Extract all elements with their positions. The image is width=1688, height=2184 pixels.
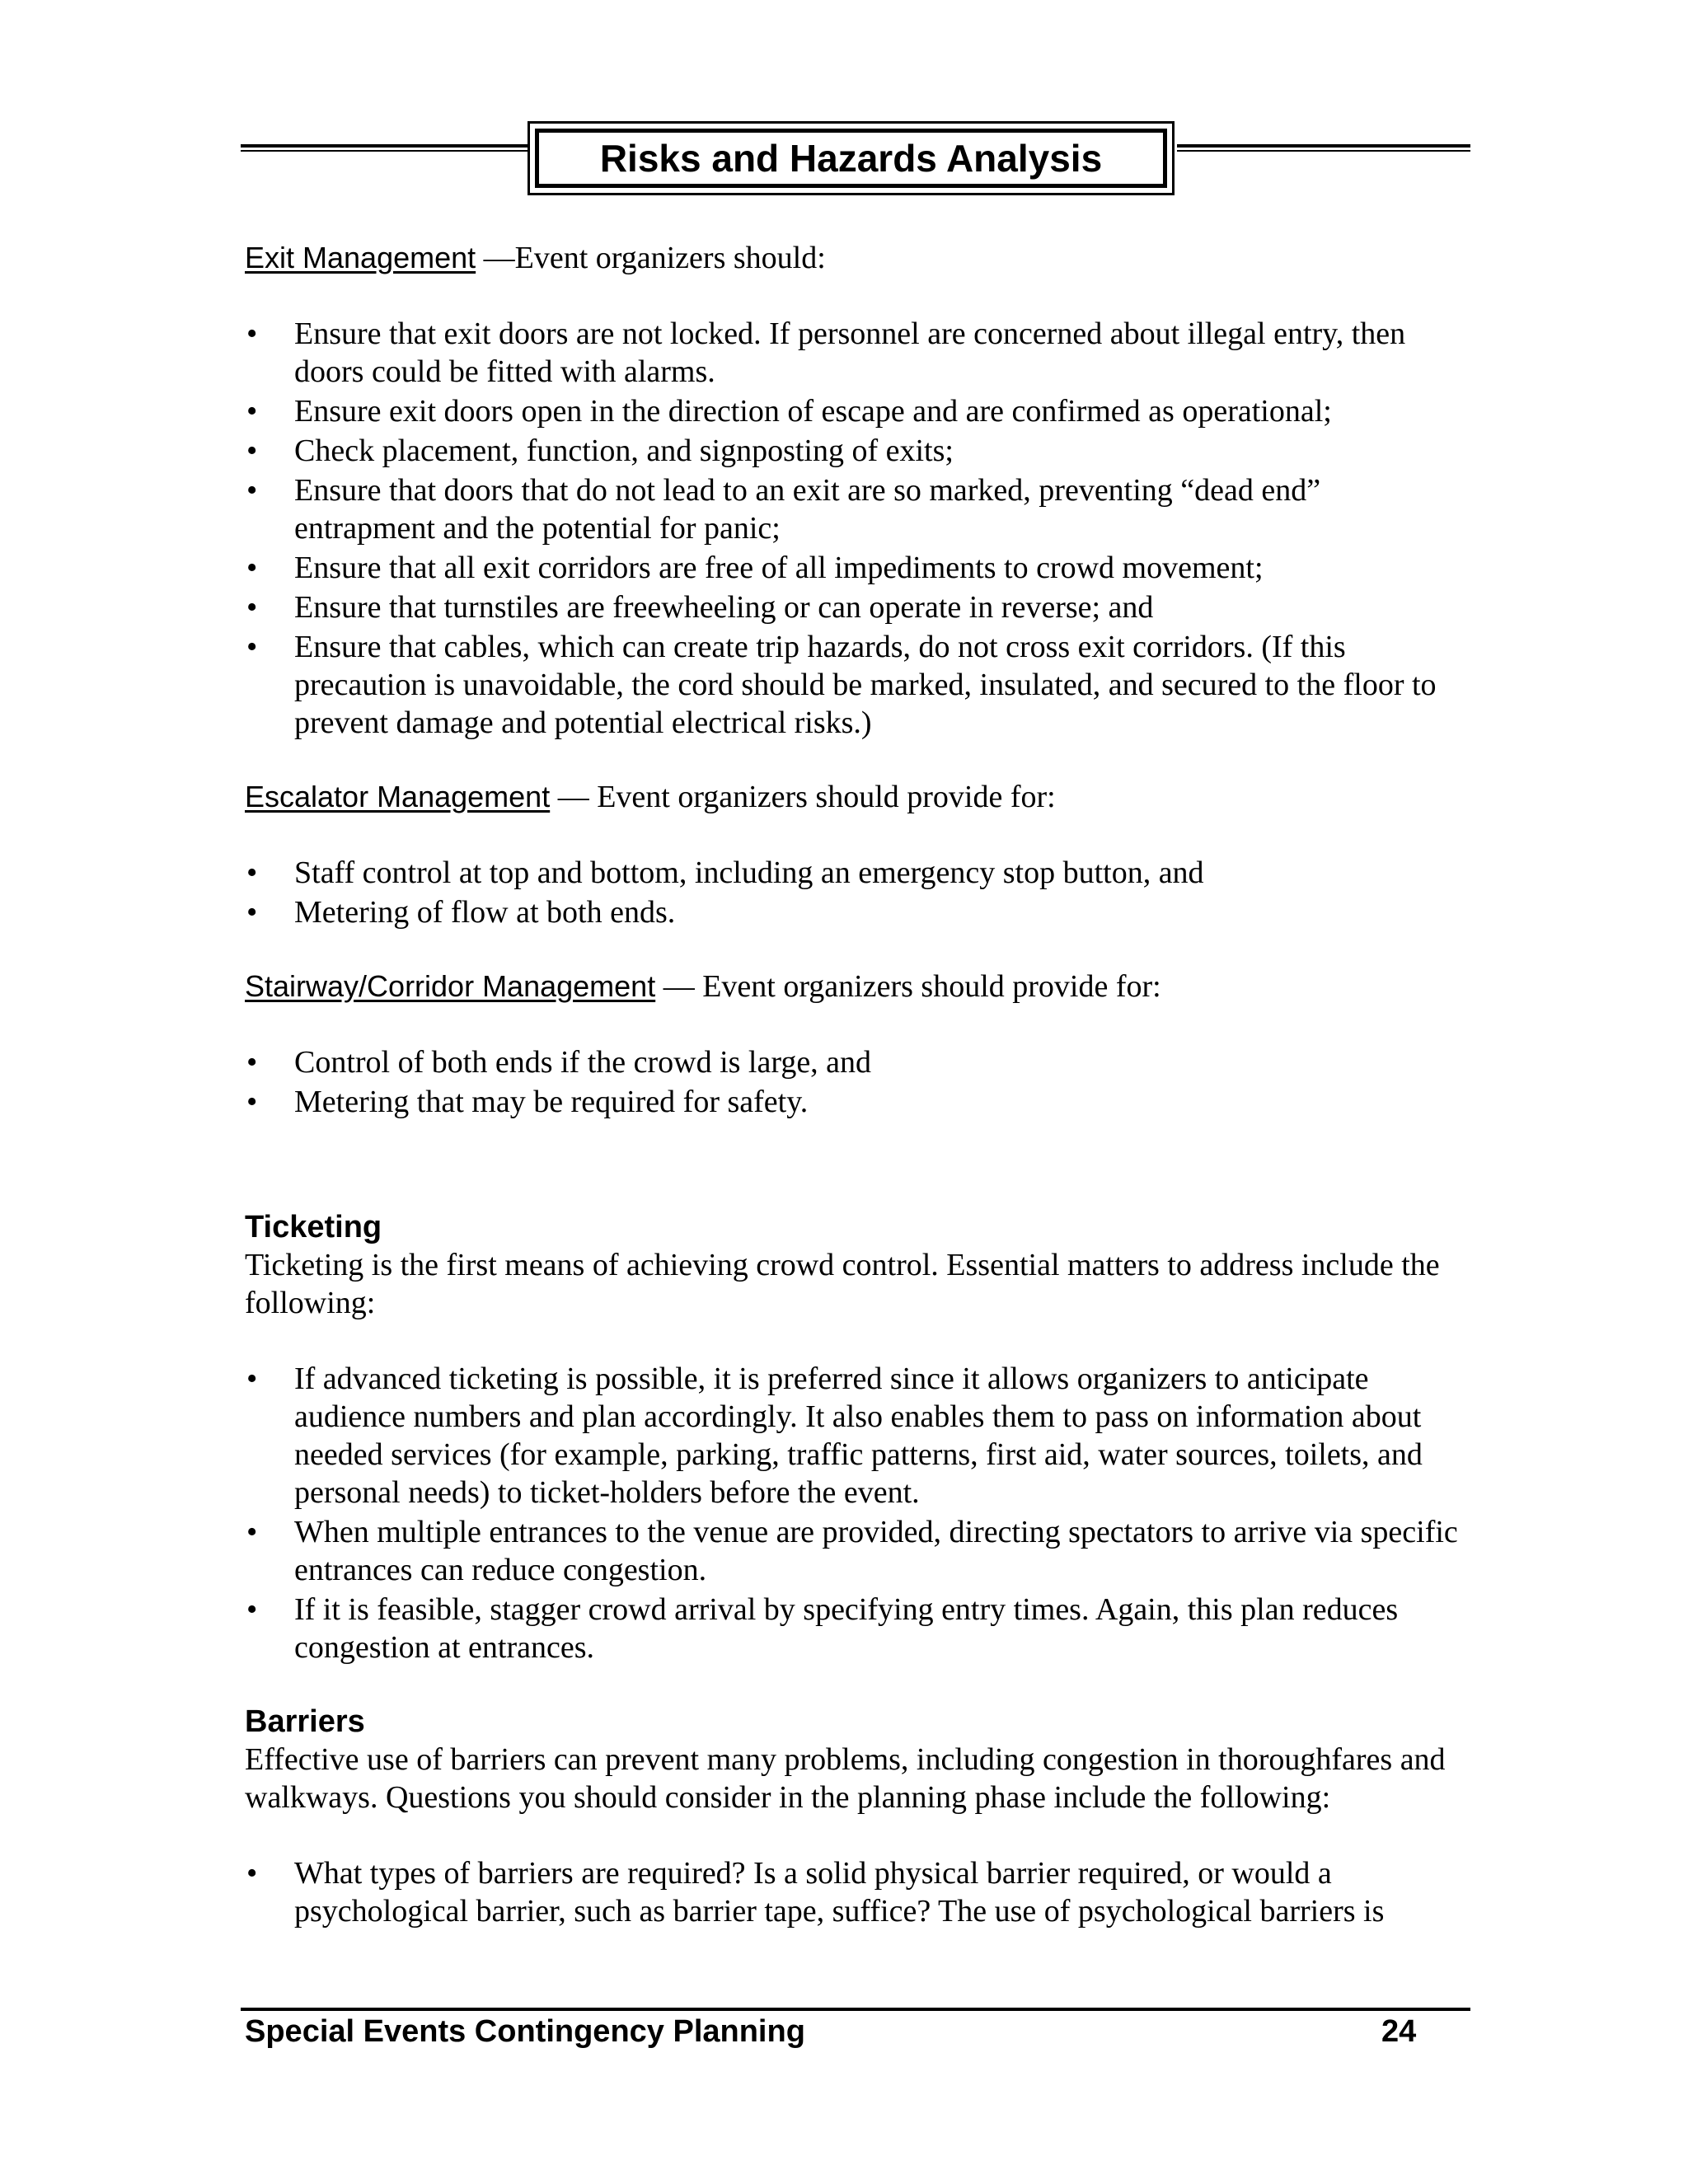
stairway-management-label: Stairway/Corridor Management (245, 969, 656, 1003)
document-body (245, 239, 1465, 1932)
list-item: • Check placement, function, and signposting of exits; (246, 434, 954, 468)
barriers-list (245, 1854, 1465, 1930)
barriers-paragraph: Effective use of barriers can prevent many problems, including congestion in thoroughfares and walkways. Questions you should consider in the planning phase include the following: (245, 1742, 1446, 1815)
bullet-icon: • (246, 1592, 258, 1627)
exit-management-intro-text: —Event organizers should: (476, 241, 826, 275)
bullet-icon: • (246, 551, 258, 585)
bullet-icon: • (246, 394, 258, 429)
list-item: • If advanced ticketing is possible, it is preferred since it allows organizers to anticipate audience numbers and plan accordingly. It also enables them to pass on information about needed services (for example, parking, traffic patterns, first aid, water sources, toilets, and personal needs) to ticket-holders before the event. (246, 1361, 1423, 1510)
bullet-icon: • (246, 1045, 258, 1080)
list-item: • When multiple entrances to the venue are provided, directing spectators to arrive via specific entrances can reduce congestion. (246, 1515, 1458, 1587)
list-item: • Metering that may be required for safety. (246, 1085, 809, 1119)
exit-management-list (245, 315, 1465, 742)
list-item: • Ensure that doors that do not lead to an exit are so marked, preventing “dead end” entrapment and the potential for panic; (246, 473, 1321, 546)
escalator-management-intro-text: — Event organizers should provide for: (550, 780, 1056, 814)
bullet-icon: • (246, 855, 258, 890)
bullet-icon: • (246, 316, 258, 351)
ticketing-list (245, 1360, 1465, 1666)
list-item: • Control of both ends if the crowd is large, and (246, 1045, 872, 1080)
footer-rule (241, 2008, 1470, 2011)
bullet-icon: • (246, 1085, 258, 1119)
bullet-icon: • (246, 1515, 258, 1549)
bullet-icon: • (246, 434, 258, 468)
list-item: • Ensure that all exit corridors are free of all impediments to crowd movement; (246, 551, 1264, 585)
escalator-management-intro (245, 778, 1465, 816)
list-item: • Ensure that turnstiles are freewheeling or can operate in reverse; and (246, 590, 1154, 625)
title-box (528, 121, 1175, 195)
footer-title: Special Events Contingency Planning (245, 2014, 805, 2049)
list-item: • Metering of flow at both ends. (246, 895, 676, 930)
bullet-icon: • (246, 590, 258, 625)
bullet-icon: • (246, 473, 258, 508)
header-rule-right (1177, 144, 1470, 152)
list-item: • Ensure exit doors open in the direction of escape and are confirmed as operational; (246, 394, 1332, 429)
barriers-heading: Barriers (245, 1704, 365, 1739)
page-number: 24 (1381, 2014, 1417, 2049)
list-item: • If it is feasible, stagger crowd arrival by specifying entry times. Again, this plan reduces congestion at entrances. (246, 1592, 1399, 1665)
bullet-icon: • (246, 1856, 258, 1891)
list-item: • Ensure that cables, which can create trip hazards, do not cross exit corridors. (If this precaution is unavoidable, the cord should be marked, insulated, and secured to the floor to prevent damage and potential electrical risks.) (246, 630, 1437, 740)
list-item: • Staff control at top and bottom, including an emergency stop button, and (246, 855, 1204, 890)
stairway-management-intro-text: — Event organizers should provide for: (655, 969, 1161, 1004)
ticketing-paragraph: Ticketing is the first means of achieving crowd control. Essential matters to address include the following: (245, 1248, 1440, 1320)
escalator-management-list (245, 854, 1465, 931)
ticketing-heading: Ticketing (245, 1210, 382, 1244)
exit-management-label: Exit Management (245, 241, 476, 274)
bullet-icon: • (246, 1361, 258, 1396)
exit-management-intro (245, 239, 1465, 277)
bullet-icon: • (246, 630, 258, 664)
escalator-management-label: Escalator Management (245, 780, 551, 813)
list-item: • What types of barriers are required? Is a solid physical barrier required, or would a psychological barrier, such as barrier tape, suffice? The use of psychological barriers is (246, 1856, 1385, 1929)
page-title: Risks and Hazards Analysis (535, 129, 1167, 188)
bullet-icon: • (246, 895, 258, 930)
stairway-management-list (245, 1043, 1465, 1121)
header-rule-left (241, 144, 529, 152)
list-item: • Ensure that exit doors are not locked. If personnel are concerned about illegal entry, then doors could be fitted with alarms. (246, 316, 1406, 389)
stairway-management-intro (245, 968, 1465, 1005)
